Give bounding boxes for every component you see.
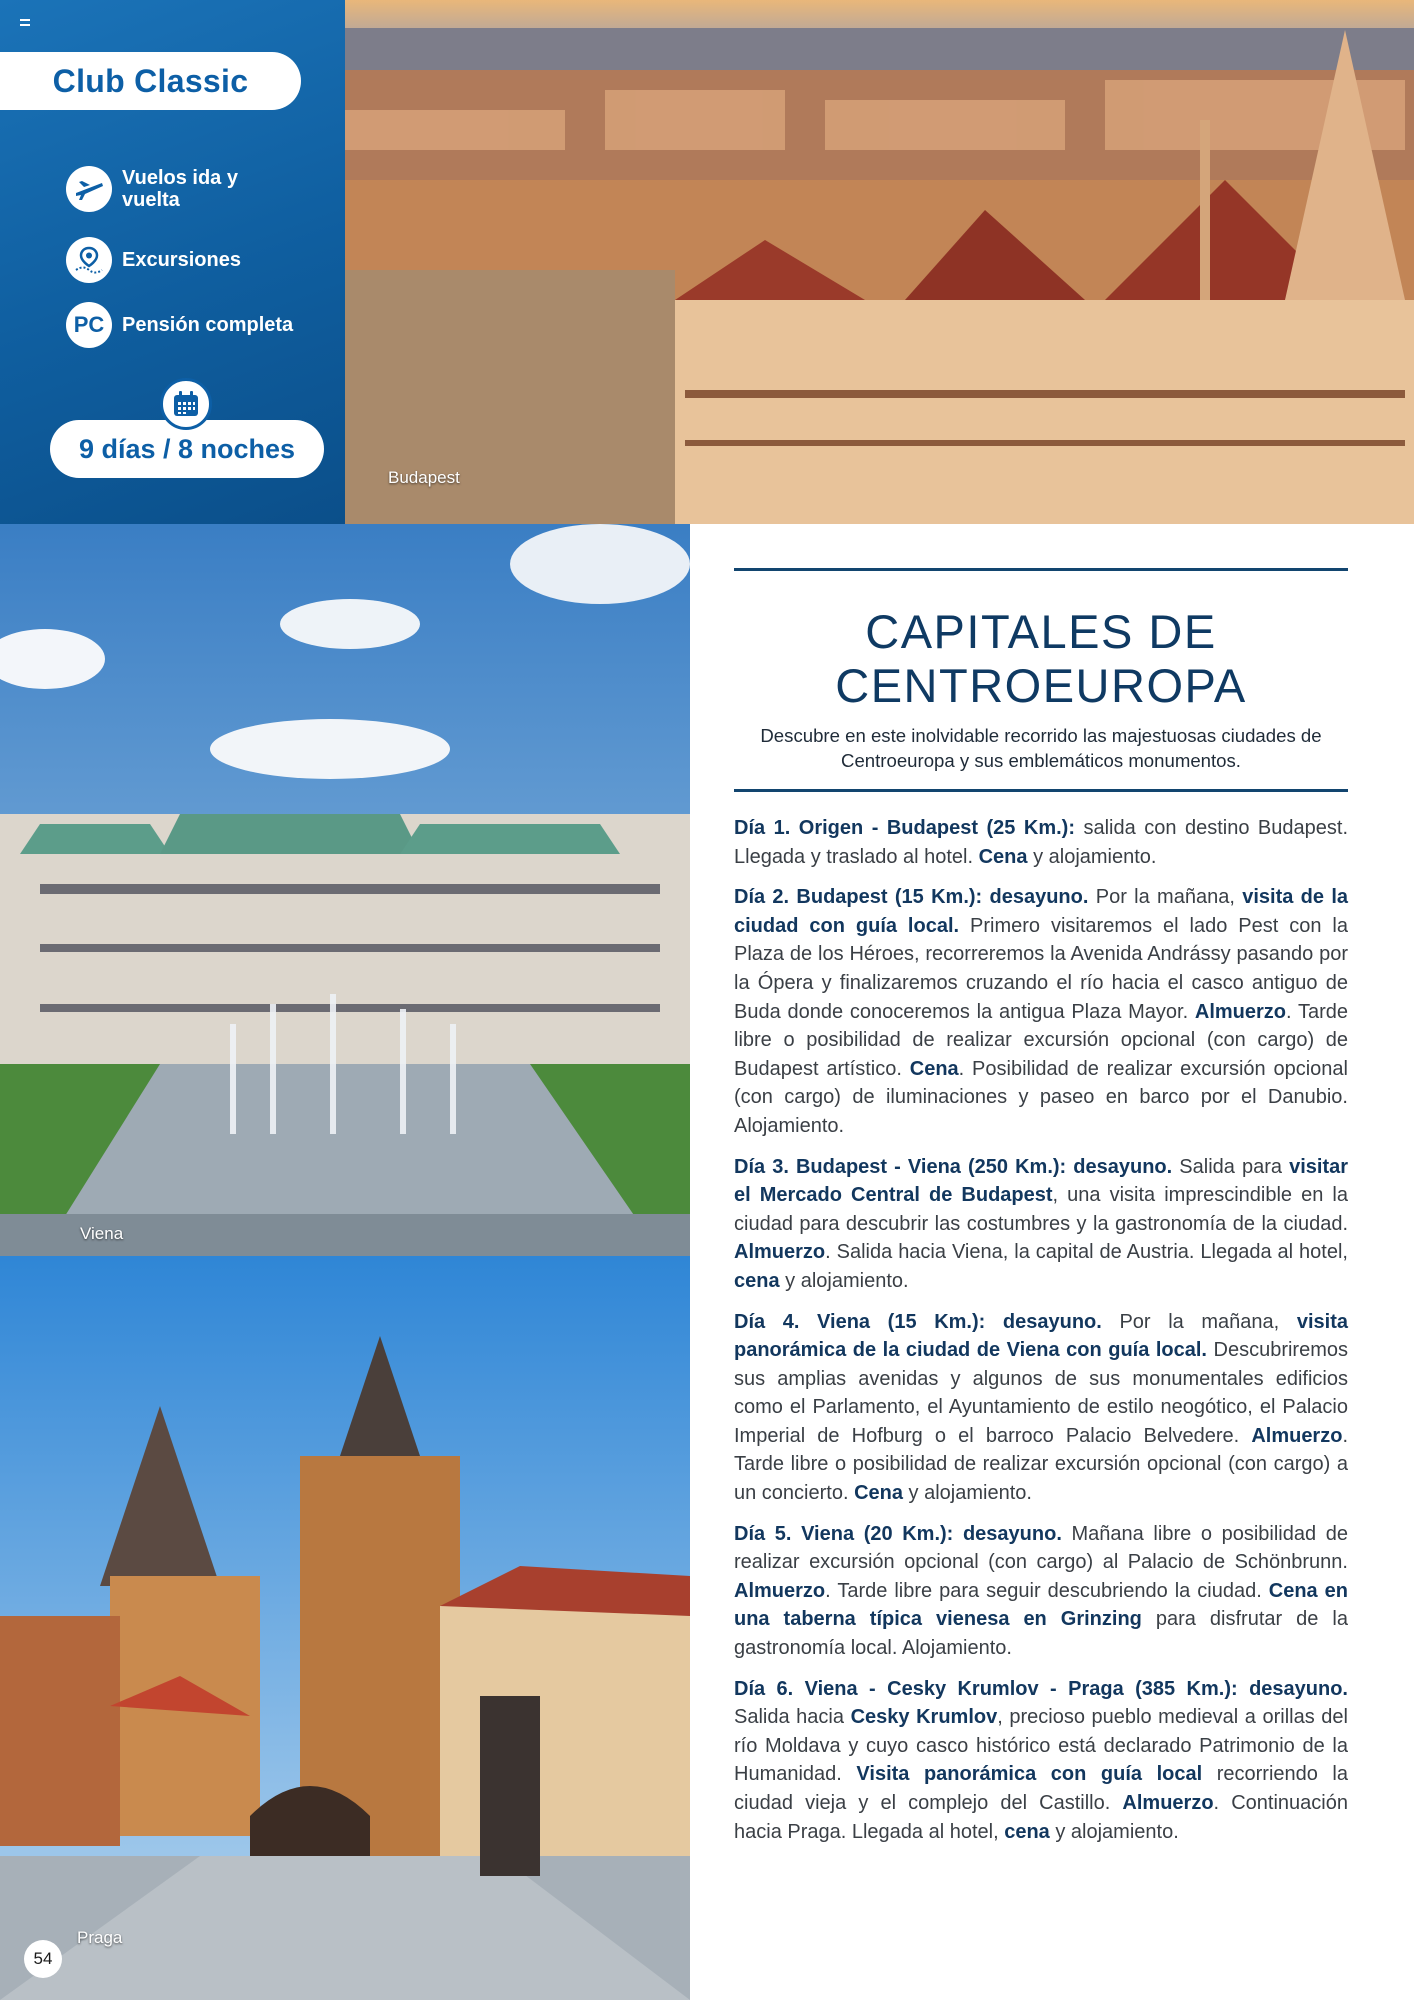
- page-subtitle: Descubre en este inolvidable recorrido las majestuosas ciudades de Centroeuropa y sus emblemáticos monumentos.: [760, 725, 1322, 771]
- day-highlight: Día 5. Viena (20 Km.): desayuno.: [734, 1522, 1062, 1545]
- brand-label: Club Classic: [52, 62, 249, 99]
- itinerary-column: [734, 568, 1348, 1858]
- trip-info-panel: [0, 0, 345, 524]
- day-highlight: cena: [734, 1269, 780, 1292]
- feature-flights-label: Vuelos ida y vuelta: [122, 167, 238, 211]
- day-highlight: Almuerzo: [734, 1241, 826, 1264]
- day-text: . Posibilidad de realizar excursión opcional (con cargo) de iluminaciones y paseo en barco por el Danubio. Alojamiento.: [734, 1057, 1348, 1137]
- day-highlight: Cena en una taberna típica vienesa en Grinzing: [734, 1579, 1348, 1631]
- day-text: salida con destino Budapest. Llegada y traslado al hotel.: [734, 817, 1348, 868]
- day-text: . Tarde libre o posibilidad de realizar excursión opcional (con cargo) de Budapest artístico.: [734, 1000, 1348, 1080]
- day-text: . Tarde libre para seguir descubriendo la ciudad.: [825, 1579, 1269, 1602]
- itinerary-day-4: [734, 1308, 1348, 1508]
- day-highlight: Almuerzo: [1251, 1424, 1343, 1447]
- day-text: , una visita imprescindible en la ciudad para descubrir las costumbres y la gastronomía de la ciudad.: [734, 1184, 1348, 1235]
- day-text: y alojamiento.: [1027, 845, 1157, 868]
- day-highlight: Cena: [978, 845, 1028, 868]
- viena-caption: Viena: [80, 1224, 124, 1243]
- praga-caption: Praga: [77, 1928, 123, 1947]
- bottom-divider: [734, 789, 1348, 792]
- budapest-photo: [345, 0, 1414, 524]
- day-text: Por la mañana,: [1088, 886, 1243, 909]
- day-highlight: Cena: [909, 1057, 959, 1080]
- menu-mark-icon: [20, 19, 30, 29]
- itinerary-day-6: [734, 1675, 1348, 1847]
- feature-full-board: [66, 302, 322, 348]
- day-highlight: Día 2. Budapest (15 Km.): desayuno.: [734, 886, 1089, 909]
- route-pin-icon: [66, 237, 112, 283]
- day-highlight: Almuerzo: [1122, 1792, 1214, 1814]
- calendar-icon: [160, 378, 212, 430]
- day-highlight: Día 4. Viena (15 Km.): desayuno.: [734, 1310, 1102, 1333]
- itinerary-day-5: [734, 1520, 1348, 1663]
- praga-photo: [0, 1256, 690, 2000]
- day-text: y alojamiento.: [1049, 1820, 1179, 1843]
- day-text: recorriendo la ciudad vieja y el complejo del Castillo.: [734, 1763, 1348, 1814]
- feature-excursions: [66, 237, 322, 283]
- top-divider: [734, 568, 1348, 571]
- day-highlight: visitar el Mercado Central de Budapest: [734, 1155, 1349, 1207]
- day-highlight: visita panorámica de la ciudad de Viena con guía local.: [734, 1310, 1349, 1362]
- duration-label: 9 días / 8 noches: [78, 433, 296, 464]
- day-text: , precioso pueblo medieval a orillas del río Moldava y cuyo casco histórico está declarado Patrimonio de la Humanidad.: [734, 1706, 1348, 1786]
- feature-full-board-label: Pensión completa: [122, 314, 294, 336]
- day-highlight: Almuerzo: [1194, 1000, 1287, 1023]
- itinerary-day-2: [734, 883, 1348, 1140]
- day-highlight: Visita panorámica con guía local: [856, 1763, 1203, 1786]
- day-text: Descubriremos sus amplias avenidas y algunos de sus monumentales edificios como el Parlamento, el Ayuntamiento de estilo neogótico, el Palacio Imperial de Hofburg o el barroco Palacio Belvedere.: [734, 1339, 1348, 1447]
- brand-badge: [0, 52, 301, 110]
- day-text: . Salida hacia Viena, la capital de Austria. Llegada al hotel,: [825, 1241, 1348, 1264]
- day-text: Por la mañana,: [1101, 1310, 1297, 1333]
- pc-badge-icon: PC: [66, 302, 112, 348]
- day-text: . Continuación hacia Praga. Llegada al hotel,: [734, 1792, 1348, 1843]
- day-highlight: Día 6. Viena - Cesky Krumlov - Praga (385 Km.): desayuno.: [734, 1677, 1348, 1700]
- day-text: y alojamiento.: [779, 1269, 909, 1292]
- itinerary-list: [734, 814, 1348, 1846]
- day-highlight: visita de la ciudad con guía local.: [734, 886, 1348, 937]
- day-highlight: Cesky Krumlov: [850, 1706, 998, 1729]
- feature-excursions-label: Excursiones: [122, 249, 241, 271]
- day-text: Primero visitaremos el lado Pest con la Plaza de los Héroes, recorreremos la Avenida Andrássy pasando por la Ópera y finalizaremos cruzando el río hacia el casco antiguo de Buda donde conoceremos la antigua Plaza Mayor.: [734, 914, 1348, 1023]
- plane-icon: [66, 166, 112, 212]
- day-highlight: cena: [1004, 1820, 1050, 1843]
- day-text: y alojamiento.: [902, 1482, 1032, 1505]
- day-highlight: Día 3. Budapest - Viena (250 Km.): desayuno.: [734, 1155, 1173, 1178]
- day-highlight: Día 1. Origen - Budapest (25 Km.):: [734, 817, 1075, 839]
- day-text: Salida para: [1172, 1155, 1290, 1178]
- feature-flights: [66, 166, 252, 212]
- day-text: . Tarde libre o posibilidad de realizar excursión opcional (con cargo) a un concierto.: [734, 1424, 1348, 1505]
- day-text: para disfrutar de la gastronomía local. Alojamiento.: [734, 1608, 1348, 1660]
- itinerary-day-3: [734, 1153, 1348, 1296]
- day-text: Salida hacia: [734, 1706, 851, 1729]
- day-highlight: Almuerzo: [734, 1579, 826, 1602]
- page-number: 54: [24, 1940, 62, 1978]
- budapest-caption: Budapest: [388, 468, 460, 487]
- day-text: Mañana libre o posibilidad de realizar excursión opcional (con cargo) al Palacio de Schönbrunn.: [734, 1522, 1348, 1574]
- itinerary-day-1: [734, 814, 1348, 871]
- page-title: CAPITALES DE CENTROEUROPA: [835, 605, 1247, 712]
- viena-photo: [0, 524, 690, 1256]
- day-highlight: Cena: [854, 1482, 903, 1505]
